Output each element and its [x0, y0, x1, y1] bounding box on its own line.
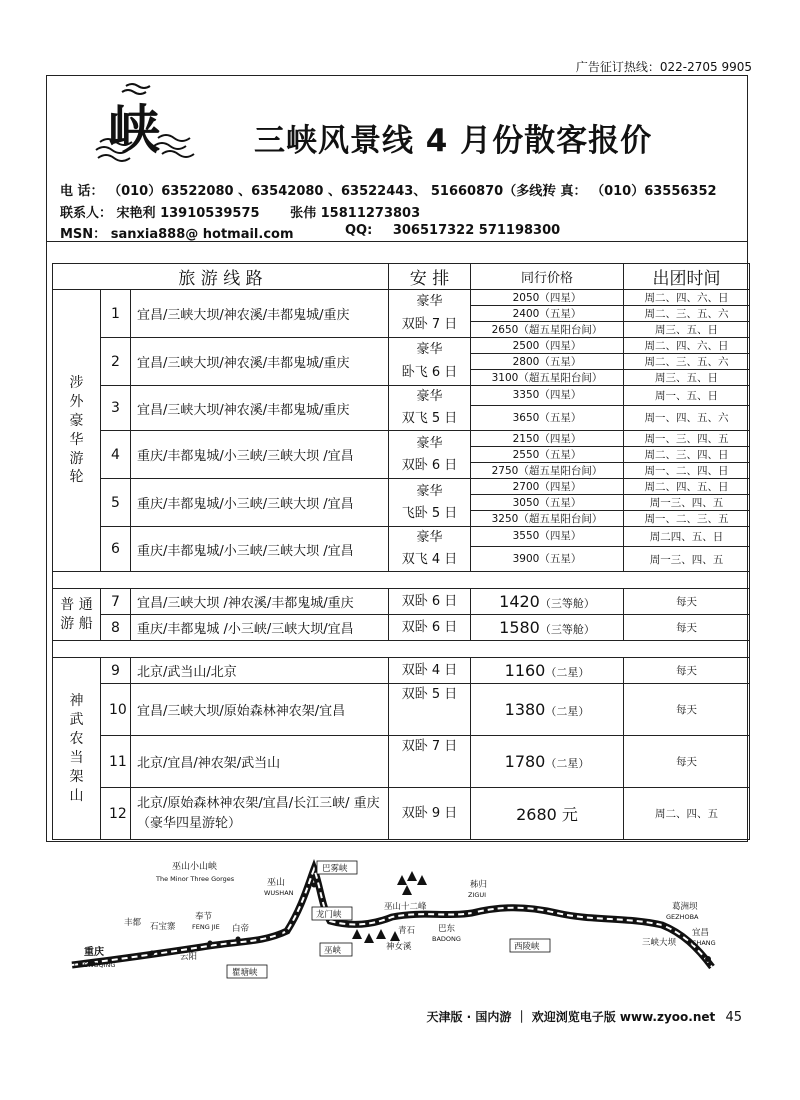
qq-numbers: 306517322 571198300 — [392, 223, 561, 238]
departure-days: 周二、四、五、日 — [624, 479, 750, 495]
price-value: 2700（四星） — [471, 479, 624, 495]
map-label: 瞿塘峡 — [232, 968, 258, 978]
row-number: 11 — [101, 736, 131, 788]
price-value: 2550（五星） — [471, 447, 624, 463]
river — [72, 869, 712, 967]
section-spacer — [53, 572, 750, 589]
departure-days: 每天 — [624, 736, 750, 788]
price-value: 3100（超五星阳台间） — [471, 370, 624, 386]
departure-days: 每天 — [624, 589, 750, 615]
map-label: 奉节 — [195, 912, 213, 922]
table-row — [53, 615, 750, 641]
arrangement: 双卧 4 日 — [389, 658, 471, 684]
yangtze-route-map — [52, 855, 738, 1003]
departure-days: 周二、三、五、六 — [624, 306, 750, 322]
phone-numbers: （010）63522080 、63542080 、63522443、 51660870（多线） — [108, 184, 556, 199]
departure-days: 周二、四、六、日 — [624, 290, 750, 306]
arrangement: 双卧 6 日 — [389, 615, 471, 641]
map-label: 葛洲坝 — [672, 902, 698, 912]
row-number: 9 — [101, 658, 131, 684]
row-number: 1 — [101, 290, 131, 338]
map-label: WUSHAN — [264, 889, 294, 897]
table-row — [53, 290, 750, 306]
route: 北京/武当山/北京 — [131, 658, 389, 684]
arrangement: 双卧 5 日 — [389, 684, 471, 736]
ad-hotline: 广告征订热线：022-2705 9905 — [575, 60, 752, 74]
table-row — [53, 479, 750, 495]
price-value: 2050（四星） — [471, 290, 624, 306]
msn-address: sanxia888@ hotmail.com — [110, 227, 294, 242]
row-number: 7 — [101, 589, 131, 615]
map-label: 丰都 — [124, 918, 142, 928]
row-number: 6 — [101, 527, 131, 572]
table-row — [53, 788, 750, 840]
row-number: 3 — [101, 386, 131, 431]
map-label: 巫山 — [267, 878, 286, 888]
map-label: BADONG — [432, 935, 461, 943]
price-cell: 1780（二星） — [471, 736, 624, 788]
price-value: 3050（五星） — [471, 495, 624, 511]
departure-days: 每天 — [624, 658, 750, 684]
price-value: 3250（超五星阳台间） — [471, 511, 624, 527]
map-label: ZIGUI — [468, 891, 487, 899]
row-number: 8 — [101, 615, 131, 641]
table-row — [53, 589, 750, 615]
departure-days: 周一三、四、五 — [624, 546, 750, 572]
arrangement: 双卧 7 日 — [389, 736, 471, 788]
header-arrange: 安 排 — [389, 264, 471, 290]
map-label: YICHANG — [686, 939, 716, 947]
phone-label: 电 话： — [60, 184, 104, 199]
table-row — [53, 431, 750, 447]
map-label: 巫山十二峰 — [384, 902, 427, 912]
map-label: 石宝寨 — [150, 922, 176, 932]
table-header — [53, 264, 750, 290]
map-label: 重庆 — [84, 947, 104, 958]
route: 北京/宜昌/神农架/武当山 — [131, 736, 389, 788]
table-row — [53, 658, 750, 684]
arrangement: 双卧 9 日 — [389, 788, 471, 840]
price-value: 2500（四星） — [471, 338, 624, 354]
qq-label: QQ: — [345, 223, 373, 238]
route: 北京/原始森林神农架/宜昌/长江三峡/ 重庆（豪华四星游轮） — [131, 788, 389, 840]
departure-days: 周一、四、五、六 — [624, 405, 750, 431]
map-label: 宜昌 — [692, 928, 710, 938]
map-label: FENG JIE — [192, 923, 220, 931]
people-label: 联系人： — [60, 206, 113, 221]
departure-days: 周一、二、四、日 — [624, 463, 750, 479]
route: 重庆/丰都鬼城/小三峡/三峡大坝 /宜昌 — [131, 479, 389, 527]
header-dates: 出团时间 — [624, 264, 750, 290]
person-2: 张伟 15811273803 — [290, 206, 421, 221]
price-cell: 1420（三等舱） — [471, 589, 624, 615]
map-label: 青石 — [398, 926, 416, 936]
departure-days: 周二、三、四、日 — [624, 447, 750, 463]
price-value: 2750（超五星阳台间） — [471, 463, 624, 479]
divider — [46, 241, 748, 242]
price-value: 2650（超五星阳台间） — [471, 322, 624, 338]
msn-line — [60, 223, 294, 242]
departure-days: 周一三、四、五 — [624, 495, 750, 511]
arrangement: 豪华 双卧 6 日 — [389, 431, 471, 479]
price-value: 2400（五星） — [471, 306, 624, 322]
departure-days: 周三、五、日 — [624, 370, 750, 386]
msn-label: MSN： — [60, 227, 107, 242]
map-label: GEZHOBA — [666, 913, 699, 921]
departure-days: 周一、五、日 — [624, 386, 750, 406]
map-label: 西陵峡 — [514, 942, 540, 952]
price-value: 3900（五星） — [471, 546, 624, 572]
price-cell: 1160（二星） — [471, 658, 624, 684]
table-row — [53, 684, 750, 736]
page-footer — [426, 1008, 742, 1025]
arrangement: 豪华 双飞 4 日 — [389, 527, 471, 572]
contact-people — [60, 202, 420, 221]
category-shennong: 神武 农当 架山 — [53, 658, 101, 840]
table-row — [53, 527, 750, 547]
row-number: 12 — [101, 788, 131, 840]
qq-line — [345, 223, 560, 238]
price-value: 3550（四星） — [471, 527, 624, 547]
map-label: 白帝 — [232, 924, 250, 934]
route: 重庆/丰都鬼城 /小三峡/三峡大坝/宜昌 — [131, 615, 389, 641]
departure-days: 周一、二、三、五 — [624, 511, 750, 527]
fax-line — [543, 180, 717, 199]
row-number: 10 — [101, 684, 131, 736]
arrangement: 豪华 飞卧 5 日 — [389, 479, 471, 527]
footer-text: 天津版 · 国内游 ｜ 欢迎浏览电子版 www.zyoo.net — [426, 1010, 716, 1024]
row-number: 2 — [101, 338, 131, 386]
category-ordinary: 普 通 游 船 — [53, 589, 101, 641]
person-1: 宋艳利 13910539575 — [116, 206, 260, 221]
page-title: 三峡风景线 4 月份散客报价 — [254, 123, 653, 159]
price-value: 2800（五星） — [471, 354, 624, 370]
price-cell: 2680 元 — [471, 788, 624, 840]
map-label: The Minor Three Gorges — [156, 875, 235, 883]
departure-days: 每天 — [624, 615, 750, 641]
price-value: 3350（四星） — [471, 386, 624, 406]
route: 宜昌/三峡大坝/神农溪/丰都鬼城/重庆 — [131, 386, 389, 431]
section-spacer — [53, 641, 750, 658]
map-label: 云阳 — [180, 952, 198, 962]
arrangement: 双卧 6 日 — [389, 589, 471, 615]
departure-days: 每天 — [624, 684, 750, 736]
map-label: CHONGQING — [74, 961, 116, 969]
map-label: 三峡大坝 — [642, 938, 677, 948]
map-label: 神女溪 — [386, 942, 412, 952]
table-row — [53, 386, 750, 406]
table-row — [53, 338, 750, 354]
logo-character: 峡 — [108, 100, 161, 161]
route: 宜昌/三峡大坝/原始森林神农架/宜昌 — [131, 684, 389, 736]
departure-days: 周一、三、四、五 — [624, 431, 750, 447]
row-number: 5 — [101, 479, 131, 527]
departure-days: 周二、四、五 — [624, 788, 750, 840]
route: 宜昌/三峡大坝/神农溪/丰都鬼城/重庆 — [131, 290, 389, 338]
fax-number: （010）63556352 — [591, 184, 717, 199]
map-label: 巫山小山峡 — [172, 862, 218, 872]
departure-days: 周二、四、六、日 — [624, 338, 750, 354]
map-label: 巫峡 — [324, 946, 342, 956]
map-label: 巴雾峡 — [322, 864, 348, 874]
route: 宜昌/三峡大坝/神农溪/丰都鬼城/重庆 — [131, 338, 389, 386]
arrangement: 豪华 双飞 5 日 — [389, 386, 471, 431]
header-route: 旅 游 线 路 — [53, 264, 389, 290]
route: 重庆/丰都鬼城/小三峡/三峡大坝 /宜昌 — [131, 431, 389, 479]
departure-days: 周三、五、日 — [624, 322, 750, 338]
arrangement: 豪华 双卧 7 日 — [389, 290, 471, 338]
category-luxury: 涉外豪华游轮 — [53, 290, 101, 572]
phone-line — [60, 180, 555, 199]
arrangement: 豪华 卧飞 6 日 — [389, 338, 471, 386]
map-label: 龙门峡 — [316, 910, 342, 920]
map-label: 巴东 — [438, 924, 456, 934]
route: 重庆/丰都鬼城/小三峡/三峡大坝 /宜昌 — [131, 527, 389, 572]
page-number: 45 — [725, 1010, 742, 1025]
price-value: 2150（四星） — [471, 431, 624, 447]
map-label: 秭归 — [470, 880, 488, 890]
header-price: 同行价格 — [471, 264, 624, 290]
fax-label: 传 真： — [543, 184, 587, 199]
price-value: 3650（五星） — [471, 405, 624, 431]
departure-days: 周二四、五、日 — [624, 527, 750, 547]
table-row — [53, 736, 750, 788]
price-cell: 1580（三等舱） — [471, 615, 624, 641]
departure-days: 周二、三、五、六 — [624, 354, 750, 370]
price-cell: 1380（二星） — [471, 684, 624, 736]
route: 宜昌/三峡大坝 /神农溪/丰都鬼城/重庆 — [131, 589, 389, 615]
price-table — [52, 263, 750, 840]
row-number: 4 — [101, 431, 131, 479]
